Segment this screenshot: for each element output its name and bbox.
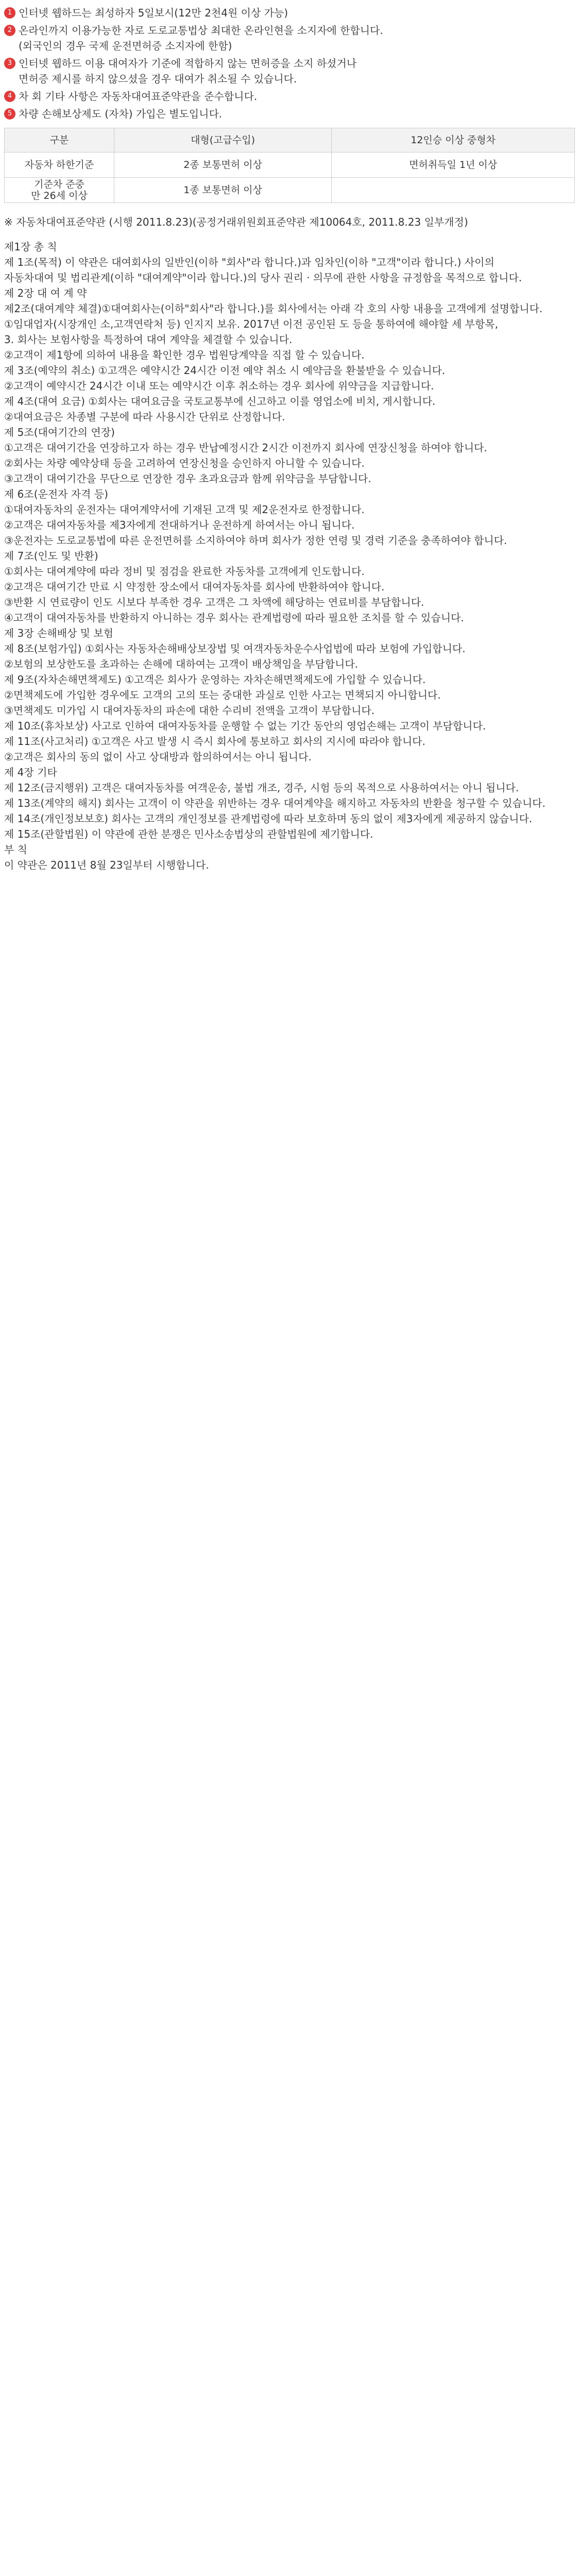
list-item — [4, 23, 575, 54]
article-line: 이 약관은 2011년 8월 23일부터 시행합니다. — [4, 859, 209, 871]
table-header-cell: 12인승 이상 중형차 — [332, 128, 575, 152]
table-cell: 기준차 준중 만 26세 이상 — [5, 178, 114, 203]
article-heading: 제 2장 대 여 계 약 — [4, 287, 87, 299]
article-line: 제 4조(대여 요금) ①회사는 대여요금을 국토교통부에 신고하고 이를 영업소에 비치, 게시합니다. — [4, 395, 436, 408]
table-cell — [332, 178, 575, 203]
article-heading: 제 4장 기타 — [4, 766, 57, 778]
article-line: ①대여자동차의 운전자는 대여계약서에 기재된 고객 및 제2운전자로 한정합니다. — [4, 503, 365, 516]
list-item-text: 인터넷 웹하드는 최성하자 5일보시(12만 2천4원 이상 가능) — [19, 7, 288, 19]
article-line: 제 8조(보험가입) ①회사는 자동차손해배상보장법 및 여객자동차운수사업법에 따라 보험에 가입합니다. — [4, 642, 466, 655]
article-line: 제 14조(개인정보보호) 회사는 고객의 개인정보를 관계법령에 따라 보호하며 동의 없이 제3자에게 제공하지 않습니다. — [4, 812, 533, 825]
license-requirement-table — [4, 128, 575, 203]
article-heading: 제 5조(대여기간의 연장) — [4, 426, 115, 438]
table-row — [5, 152, 575, 178]
terms-body — [4, 239, 575, 873]
table-header-row — [5, 128, 575, 152]
article-heading: 제 7조(인도 및 반환) — [4, 550, 98, 562]
article-line: ③고객이 대여기간을 무단으로 연장한 경우 초과요금과 함께 위약금을 부담합니다. — [4, 472, 371, 485]
article-line: 자동차대여 및 법리관계(이하 "대여계약"이라 합니다.)의 당사 권리 · 의무에 관한 사항을 규정함을 목적으로 합니다. — [4, 272, 522, 284]
article-line: 제 12조(금지행위) 고객은 대여자동차를 여객운송, 불법 개조, 경주, 시험 등의 목적으로 사용하여서는 아니 됩니다. — [4, 782, 519, 794]
article-line: ④고객이 대여자동차를 반환하지 아니하는 경우 회사는 관계법령에 따라 필요한 조치를 할 수 있습니다. — [4, 612, 464, 624]
table-row — [5, 178, 575, 203]
article-line: 제 11조(사고처리) ①고객은 사고 발생 시 즉시 회사에 통보하고 회사의 지시에 따라야 합니다. — [4, 735, 425, 748]
number-badge-icon: 5 — [4, 108, 15, 120]
article-line: ①회사는 대여계약에 따라 정비 및 점검을 완료한 자동차를 고객에게 인도합니다. — [4, 565, 365, 578]
list-item-text: 온라인까지 이용가능한 자로 도로교통법상 최대한 온라인현을 소지자에 한합니다. (외국인의 경우 국제 운전면허증 소지자에 한함) — [19, 24, 383, 52]
number-badge-icon: 1 — [4, 7, 15, 19]
article-line: ②고객은 대여기간 만료 시 약정한 장소에서 대여자동차를 회사에 반환하여야 합니다. — [4, 581, 385, 593]
article-heading: 제 3장 손해배상 및 보험 — [4, 627, 114, 639]
list-item — [4, 106, 575, 122]
table-cell: 면허취득일 1년 이상 — [332, 152, 575, 178]
table-header-cell: 대형(고급수입) — [114, 128, 332, 152]
table-cell: 1종 보통면허 이상 — [114, 178, 332, 203]
article-heading: 제1장 총 칙 — [4, 241, 57, 253]
article-line: ③반환 시 연료량이 인도 시보다 부족한 경우 고객은 그 차액에 해당하는 연료비를 부담합니다. — [4, 596, 424, 608]
list-item — [4, 89, 575, 104]
list-item-text: 차 회 기타 사항은 자동차대여표준약관을 준수합니다. — [19, 90, 258, 103]
article-line: ②보험의 보상한도를 초과하는 손해에 대하여는 고객이 배상책임을 부담합니다. — [4, 658, 359, 670]
article-line: 제 3조(예약의 취소) ①고객은 예약시간 24시간 이전 예약 취소 시 예약금을 환불받을 수 있습니다. — [4, 364, 446, 377]
rental-notice-page — [4, 5, 575, 873]
article-line: ③운전자는 도로교통법에 따른 운전면허를 소지하여야 하며 회사가 정한 연령 및 경력 기준을 충족하여야 합니다. — [4, 534, 507, 547]
article-line: 제 10조(휴차보상) 사고로 인하여 대여자동차를 운행할 수 없는 기간 동안의 영업손해는 고객이 부담합니다. — [4, 720, 486, 732]
list-item-text: 인터넷 웹하드 이용 대여자가 기준에 적합하지 않는 면허증을 소지 하셨거나 면허증 제시를 하지 않으셨을 경우 대여가 취소될 수 있습니다. — [19, 57, 357, 85]
table-header-cell: 구분 — [5, 128, 114, 152]
article-line: ②고객은 대여자동차를 제3자에게 전대하거나 운전하게 하여서는 아니 됩니다. — [4, 519, 355, 531]
article-line: 제 1조(목적) 이 약관은 대여회사의 일반인(이하 "회사"라 합니다.)과 임차인(이하 "고객"이라 합니다.) 사이의 — [4, 256, 495, 268]
number-badge-icon: 3 — [4, 58, 15, 69]
table-cell: 자동차 하한기준 — [5, 152, 114, 178]
article-line: 제 13조(계약의 해지) 회사는 고객이 이 약관을 위반하는 경우 대여계약을 해지하고 자동차의 반환을 청구할 수 있습니다. — [4, 797, 546, 809]
requirement-list — [4, 5, 575, 122]
number-badge-icon: 2 — [4, 25, 15, 36]
article-line: ②회사는 차량 예약상태 등을 고려하여 연장신청을 승인하지 아니할 수 있습니다. — [4, 457, 365, 469]
list-item-text: 차량 손해보상제도 (자차) 가입은 별도입니다. — [19, 108, 223, 120]
number-badge-icon: 4 — [4, 91, 15, 102]
article-line: 3. 회사는 보험사항을 특정하여 대여 계약을 체결할 수 있습니다. — [4, 333, 293, 346]
article-line: ③면책제도 미가입 시 대여자동차의 파손에 대한 수리비 전액을 고객이 부담합니다. — [4, 704, 375, 717]
article-line: 제 15조(관할법원) 이 약관에 관한 분쟁은 민사소송법상의 관할법원에 제기합니다. — [4, 828, 373, 840]
article-line: ②대여요금은 차종별 구분에 따라 사용시간 단위로 산정합니다. — [4, 411, 285, 423]
article-line: ②고객은 회사의 동의 없이 사고 상대방과 합의하여서는 아니 됩니다. — [4, 751, 312, 763]
article-line: ②고객이 제1항에 의하여 내용을 확인한 경우 법원당계약을 직접 할 수 있습니다. — [4, 349, 365, 361]
list-item — [4, 56, 575, 87]
article-line: ①임대업자(시장개인 소,고객연락처 등) 인지지 보유. 2017년 이전 공인된 도 등을 통하여에 해야할 세 부항목, — [4, 318, 498, 330]
article-line: ②고객이 예약시간 24시간 이내 또는 예약시간 이후 취소하는 경우 회사에 위약금을 지급합니다. — [4, 380, 434, 392]
article-heading: 부 칙 — [4, 843, 27, 856]
table-cell: 2종 보통면허 이상 — [114, 152, 332, 178]
article-line: 제2조(대여계약 체결)①대여회사는(이하"회사"라 합니다.)를 회사에서는 아래 각 호의 사항 내용을 고객에게 설명합니다. — [4, 302, 543, 315]
article-heading: 제 6조(운전자 자격 등) — [4, 488, 108, 500]
article-line: ①고객은 대여기간을 연장하고자 하는 경우 반납예정시간 2시간 이전까지 회사에 연장신청을 하여야 합니다. — [4, 442, 487, 454]
list-item — [4, 5, 575, 21]
article-line: ②면책제도에 가입한 경우에도 고객의 고의 또는 중대한 과실로 인한 사고는 면책되지 아니합니다. — [4, 689, 441, 701]
article-line: 제 9조(자차손해면책제도) ①고객은 회사가 운영하는 자차손해면책제도에 가입할 수 있습니다. — [4, 673, 426, 686]
terms-notice: ※ 자동차대여표준약관 (시행 2011.8.23)(공정거래위원회표준약관 제10064호, 2011.8.23 일부개정) — [4, 216, 468, 228]
